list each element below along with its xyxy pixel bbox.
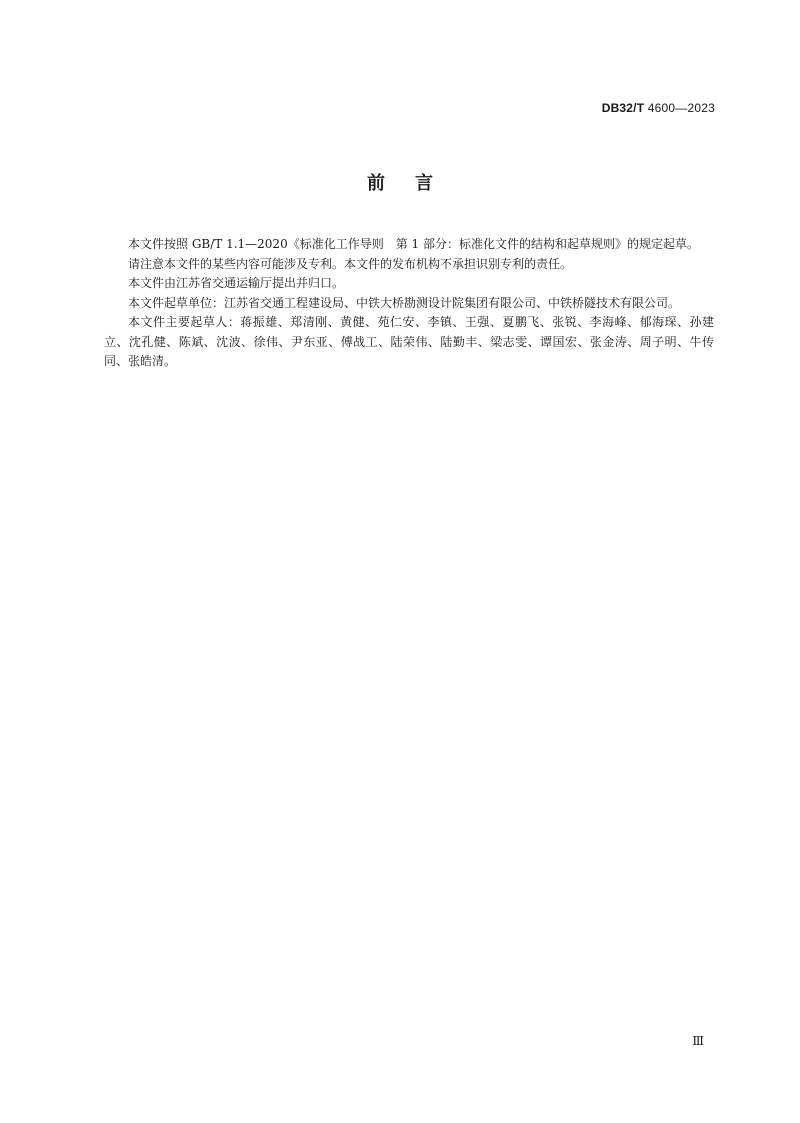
paragraph-proposer: 本文件由江苏省交通运输厅提出并归口。	[128, 276, 345, 290]
paragraph-drafting-units: 本文件起草单位：江苏省交通工程建设局、中铁大桥勘测设计院集团有限公司、中铁桥隧技术有限公司。	[128, 295, 681, 310]
document-code-prefix: DB32/T	[601, 101, 645, 115]
foreword-body	[104, 235, 714, 372]
paragraph-drafters: 本文件主要起草人：蒋振雄、郑清刚、黄健、苑仁安、李镇、王强、夏鹏飞、张锐、李海峰、郁海琛、孙建立、沈孔健、陈斌、沈波、徐伟、尹东亚、傅战工、陆荣伟、陆勤丰、梁志雯、谭国宏、张金涛、周子明、牛传同、张皓清。	[104, 315, 714, 368]
page-number: Ⅲ	[692, 1034, 704, 1048]
document-code-number: 4600—2023	[647, 101, 715, 115]
page-title: 前言	[367, 173, 463, 194]
paragraph-drafting-rules: 本文件按照 GB/T 1.1—2020《标准化工作导则 第 1 部分：标准化文件的结构和起草规则》的规定起草。	[128, 237, 699, 251]
paragraph-patent-notice: 请注意本文件的某些内容可能涉及专利。本文件的发布机构不承担识别专利的责任。	[128, 256, 573, 271]
document-code	[602, 101, 715, 115]
